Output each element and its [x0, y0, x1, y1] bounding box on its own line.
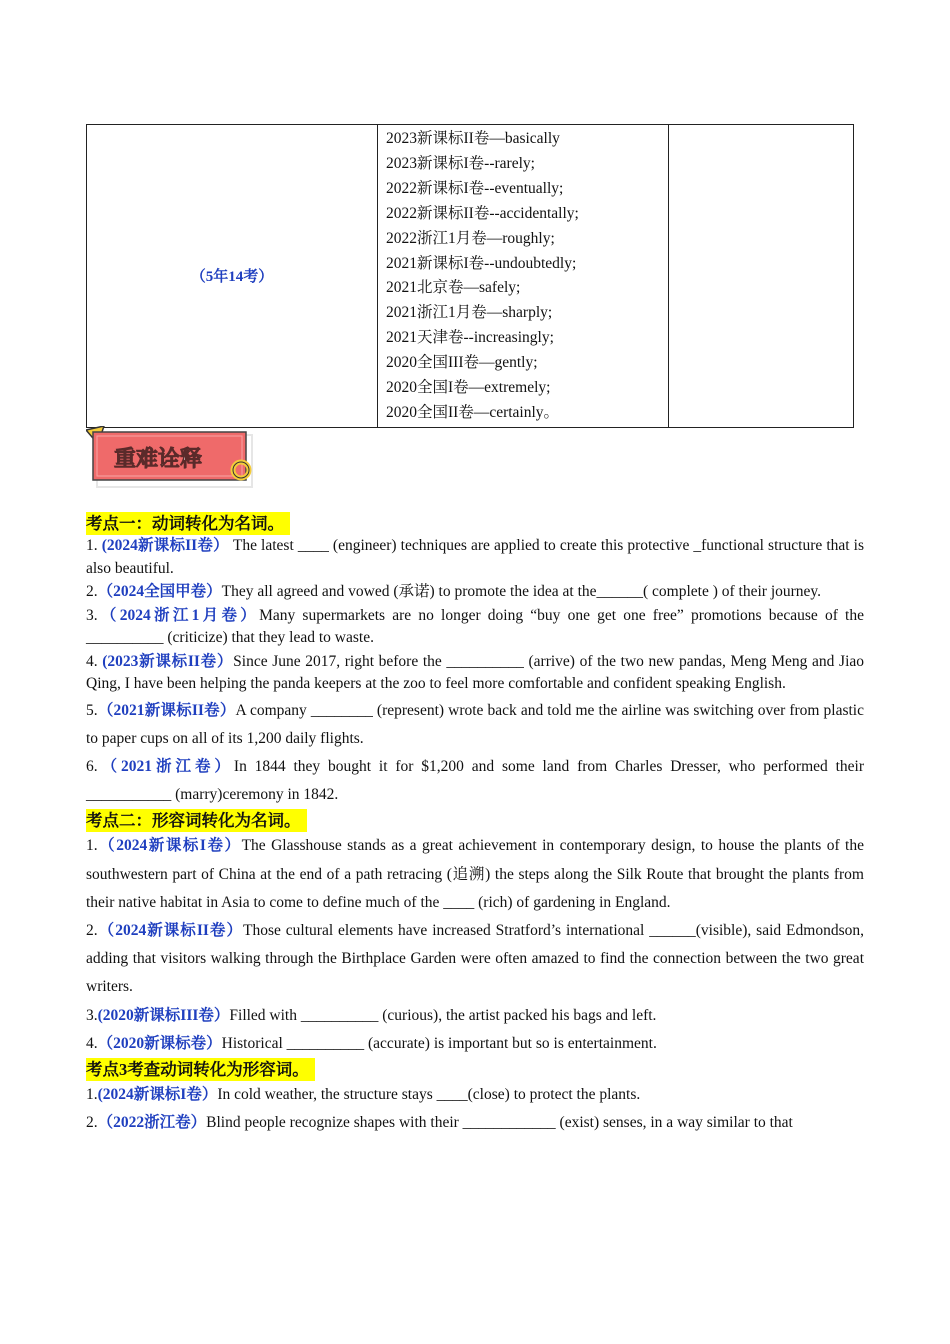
year-list-item: 2021浙江1月卷—sharply;: [386, 304, 553, 322]
year-list-item: 2020全国II卷—certainly。: [386, 403, 560, 421]
table-count-cell: （5年14考）: [87, 125, 378, 428]
question-item: 4. (2023新课标II卷）Since June 2017, right before the __________ (arrive) of the two new pandas, Meng Meng and Jiao Qing, I have been helping the panda keepers at the zoo to feel more comfortable and confident speaking English.: [86, 652, 865, 692]
question-item: 3.（2024浙江1月卷）Many supermarkets are no longer doing “buy one get one free” promotions because of the __________ (criticize) that they lead to waste.: [86, 606, 864, 646]
question-item: 3.(2020新课标III卷）Filled with __________ (curious), the artist packed his bags and left.: [86, 1006, 657, 1024]
year-list-item: 2020全国III卷—gently;: [386, 354, 538, 372]
year-summary-table: [86, 124, 854, 428]
banner-graphic: [86, 426, 256, 492]
question-item: 2.（2022浙江卷）Blind people recognize shapes with their ____________ (exist) senses, in a way similar to that: [86, 1114, 793, 1132]
section-title: 考点一：动词转化为名词。: [86, 512, 290, 535]
question-item: 1. (2024新课标II卷） The latest ____ (engineer) techniques are applied to create this protective _functional structure that is also beautiful.: [86, 537, 865, 577]
question-item: 2.（2024新课标II卷）Those cultural elements have increased Stratford’s international ______(visible), said Edmondson, adding that visitors walking through the Birthplace Garden were often amazed to find the connection between the two great writers.: [86, 921, 864, 996]
table-empty-cell: [669, 125, 854, 428]
table-year-list-cell: [378, 125, 669, 428]
year-list-item: 2023新课标I卷--rarely;: [386, 154, 535, 172]
question-item: 6.（2021浙江卷）In 1844 they bought it for $1,200 and some land from Charles Dresser, who performed their ___________ (marry)ceremony in 1842.: [86, 757, 864, 804]
banner-label: 重难诠释: [113, 447, 203, 472]
exercise-content: [86, 512, 864, 1137]
question-item: 5.（2021新课标II卷）A company ________ (represent) wrote back and told me the airline was switching over from plastic to paper cups on all of its 1,200 daily flights.: [86, 701, 864, 747]
year-list-item: 2023新课标II卷—basically: [386, 130, 560, 147]
year-list-item: 2022新课标II卷--accidentally;: [386, 204, 579, 222]
question-item: 1.(2024新课标I卷）In cold weather, the structure stays ____(close) to protect the plants.: [86, 1085, 641, 1103]
year-list-item: 2021天津卷--increasingly;: [386, 329, 554, 347]
section-title: 考点3考查动词转化为形容词。: [86, 1058, 315, 1081]
section-banner: [86, 426, 256, 492]
question-item: 4.（2020新课标卷）Historical __________ (accurate) is important but so is entertainment.: [86, 1034, 657, 1052]
section-title: 考点二：形容词转化为名词。: [86, 809, 307, 832]
year-list-item: 2022新课标I卷--eventually;: [386, 179, 564, 197]
year-list-item: 2020全国I卷—extremely;: [386, 379, 551, 397]
question-item: 1.（2024新课标I卷）The Glasshouse stands as a great achievement in contemporary design, to house the plants of the southwestern part of China at the end of a path retracing (追溯) the steps along the Silk Route that brought the plants from their native habitat in Asia to come to define much of the ____ (rich) of gardening in England.: [86, 837, 864, 911]
year-list-item: 2021新课标I卷--undoubtedly;: [386, 254, 577, 272]
year-list-item: 2021北京卷—safely;: [386, 279, 521, 297]
year-list-item: 2022浙江1月卷—roughly;: [386, 229, 555, 247]
question-item: 2.（2024全国甲卷）They all agreed and vowed (承诺) to promote the idea at the______( complete ) of their journey.: [86, 583, 822, 600]
